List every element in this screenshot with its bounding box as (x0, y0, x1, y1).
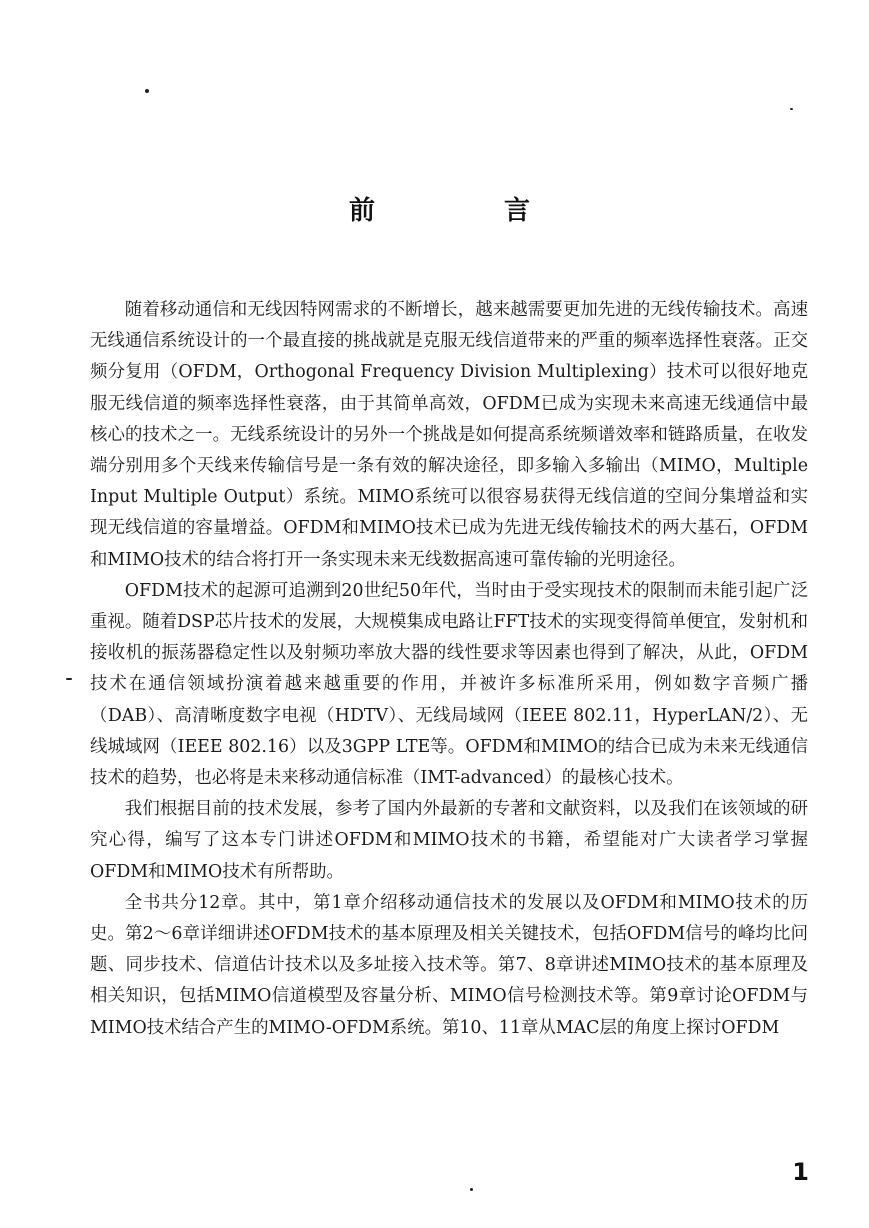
page-number: 1 (792, 1158, 809, 1186)
preface-body (90, 295, 808, 1044)
paragraph: 我们根据目前的技术发展，参考了国内外最新的专著和文献资料，以及我们在该领域的研究心得，编写了这本专门讲述OFDM和MIMO技术的书籍，希望能对广大读者学习掌握OFDM和MIMO技术有所帮助。 (90, 799, 808, 882)
scan-speck (145, 89, 149, 93)
paragraph: 全书共分12章。其中，第1章介绍移动通信技术的发展以及OFDM和MIMO技术的历史。第2～6章详细讲述OFDM技术的基本原理及相关关键技术，包括OFDM信号的峰均比问题、同步技术、信道估计技术以及多址接入技术等。第7、8章讲述MIMO技术的基本原理及相关知识，包括MIMO信道模型及容量分析、MIMO信号检测技术等。第9章讨论OFDM与MIMO技术结合产生的MIMO-OFDM系统。第10、11章从MAC层的角度上探讨OFDM (90, 892, 808, 1038)
paragraph: 随着移动通信和无线因特网需求的不断增长，越来越需要更加先进的无线传输技术。高速无线通信系统设计的一个最直接的挑战就是克服无线信道带来的严重的频率选择性衰落。正交频分复用（OFDM，Orthogonal Frequency Division Multiplexing）技术可以很好地克服无线信道的频率选择性衰落，由于其简单高效，OFDM已成为实现未来高速无线通信中最核心的技术之一。无线系统设计的另外一个挑战是如何提高系统频谱效率和链路质量，在收发端分别用多个天线来传输信号是一条有效的解决途径，即多输入多输出（MIMO，Multiple Input Multiple Output）系统。MIMO系统可以很容易获得无线信道的空间分集增益和实现无线信道的容量增益。OFDM和MIMO技术已成为先进无线传输技术的两大基石，OFDM和MIMO技术的结合将打开一条实现未来无线数据高速可靠传输的光明途径。 (90, 300, 808, 570)
scan-speck (790, 108, 793, 110)
page-title: 前 言 (348, 196, 591, 226)
paragraph: OFDM技术的起源可追溯到20世纪50年代，当时由于受实现技术的限制而未能引起广泛重视。随着DSP芯片技术的发展，大规模集成电路让FFT技术的实现变得简单便宜，发射机和接收机的振荡器稳定性以及射频功率放大器的线性要求等因素也得到了解决，从此，OFDM技术在通信领域扮演着越来越重要的作用，并被许多标准所采用，例如数字音频广播（DAB）、高清晰度数字电视（HDTV）、无线局域网（IEEE 802.11，HyperLAN/2）、无线城域网（IEEE 802.16）以及3GPP LTE等。OFDM和MIMO的结合已成为未来无线通信技术的趋势，也必将是未来移动通信标准（IMT-advanced）的最核心技术。 (90, 580, 808, 789)
scan-speck (470, 1188, 473, 1191)
scan-speck (66, 678, 72, 680)
